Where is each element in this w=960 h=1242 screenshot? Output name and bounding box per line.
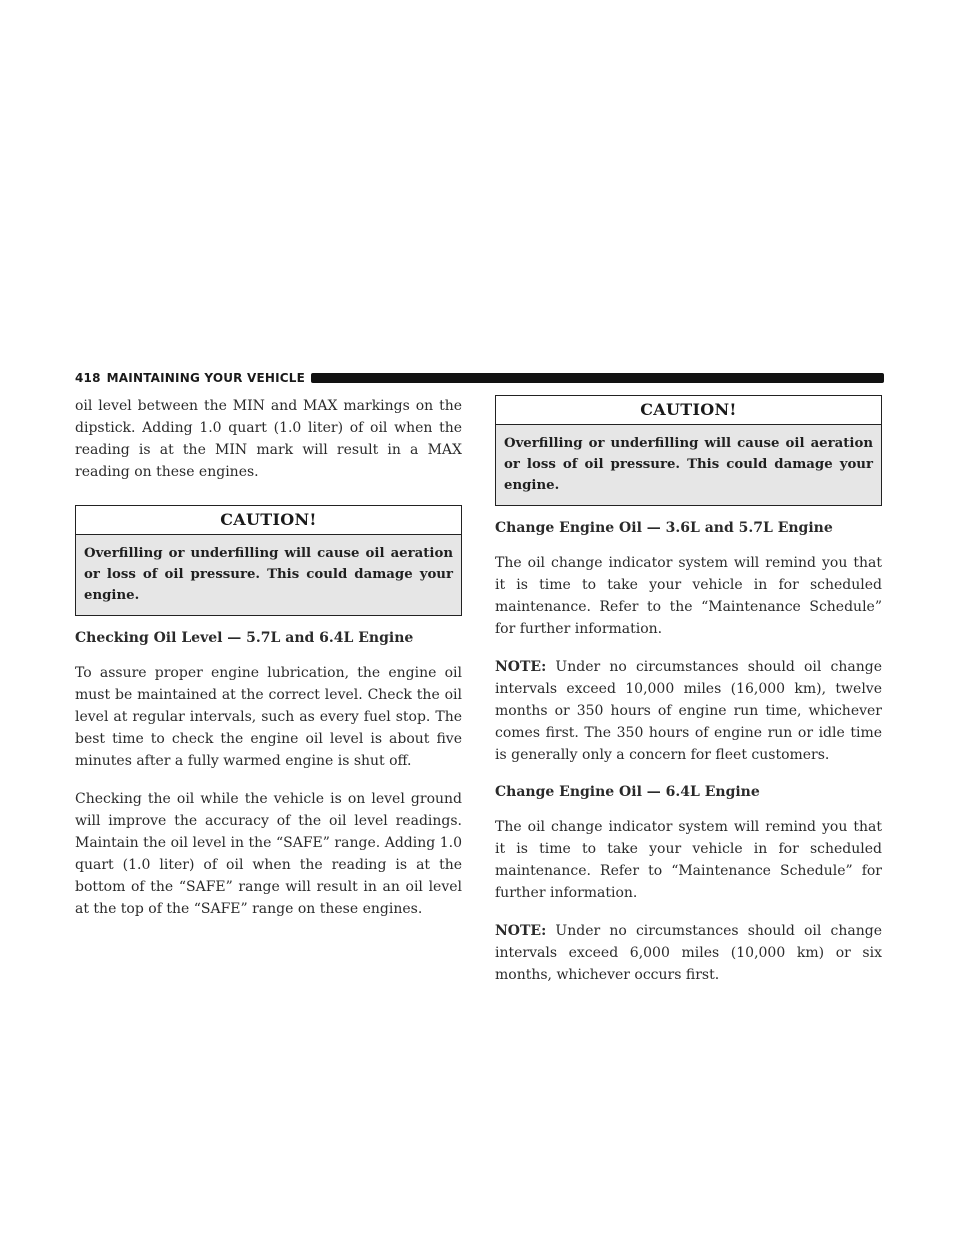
- paragraph-checking-1: To assure proper engine lubrication, the engine oil must be maintained at the correct level. Check the oil level at regular intervals, such as every fuel stop. The best time to check the engine oil level is about five minutes after a fully warmed engine is shut off.: [75, 665, 462, 769]
- note-text: Under no circumstances should oil change intervals exceed 6,000 miles (10,000 km) or six months, whichever occurs first.: [495, 923, 882, 983]
- header-rule: [311, 373, 884, 383]
- note-label: NOTE:: [495, 923, 547, 939]
- caution-body: Overfilling or underfilling will cause oil aeration or loss of oil pressure. This could damage your engine.: [76, 535, 461, 615]
- paragraph-change-2: The oil change indicator system will remind you that it is time to take your vehicle in for scheduled maintenance. Refer to “Maintenance Schedule” for further information.: [495, 819, 882, 901]
- intro-paragraph: oil level between the MIN and MAX markings on the dipstick. Adding 1.0 quart (1.0 liter) of oil when the reading is at the MIN mark will result in a MAX reading on these engines.: [75, 398, 462, 480]
- caution-title: CAUTION!: [76, 506, 461, 535]
- caution-box-left: [75, 505, 462, 616]
- note-1: [495, 656, 882, 766]
- caution-box-right: [495, 395, 882, 506]
- caution-title: CAUTION!: [496, 396, 881, 425]
- caution-body: Overfilling or underfilling will cause oil aeration or loss of oil pressure. This could damage your engine.: [496, 425, 881, 505]
- left-column: [75, 395, 462, 936]
- heading-change-oil-36-57: Change Engine Oil — 3.6L and 5.7L Engine: [495, 520, 833, 536]
- note-2: [495, 920, 882, 986]
- paragraph-change-1: The oil change indicator system will remind you that it is time to take your vehicle in for scheduled maintenance. Refer to the “Maintenance Schedule” for further information.: [495, 555, 882, 637]
- page-number: 418: [75, 371, 101, 385]
- heading-checking-oil-level: Checking Oil Level — 5.7L and 6.4L Engine: [75, 630, 414, 646]
- right-column: [495, 395, 882, 1002]
- page-header: [75, 370, 884, 386]
- section-title: MAINTAINING YOUR VEHICLE: [106, 371, 306, 385]
- note-text: Under no circumstances should oil change intervals exceed 10,000 miles (16,000 km), twelve months or 350 hours of engine run time, whichever comes first. The 350 hours of engine run or idle time is generally only a concern for fleet customers.: [495, 659, 882, 763]
- heading-change-oil-64: Change Engine Oil — 6.4L Engine: [495, 784, 760, 800]
- note-label: NOTE:: [495, 659, 547, 675]
- paragraph-checking-2: Checking the oil while the vehicle is on level ground will improve the accuracy of the oil level readings. Maintain the oil level in the “SAFE” range. Adding 1.0 quart (1.0 liter) of oil when the reading is at the bottom of the “SAFE” range will result in an oil level at the top of the “SAFE” range on these engines.: [75, 791, 462, 917]
